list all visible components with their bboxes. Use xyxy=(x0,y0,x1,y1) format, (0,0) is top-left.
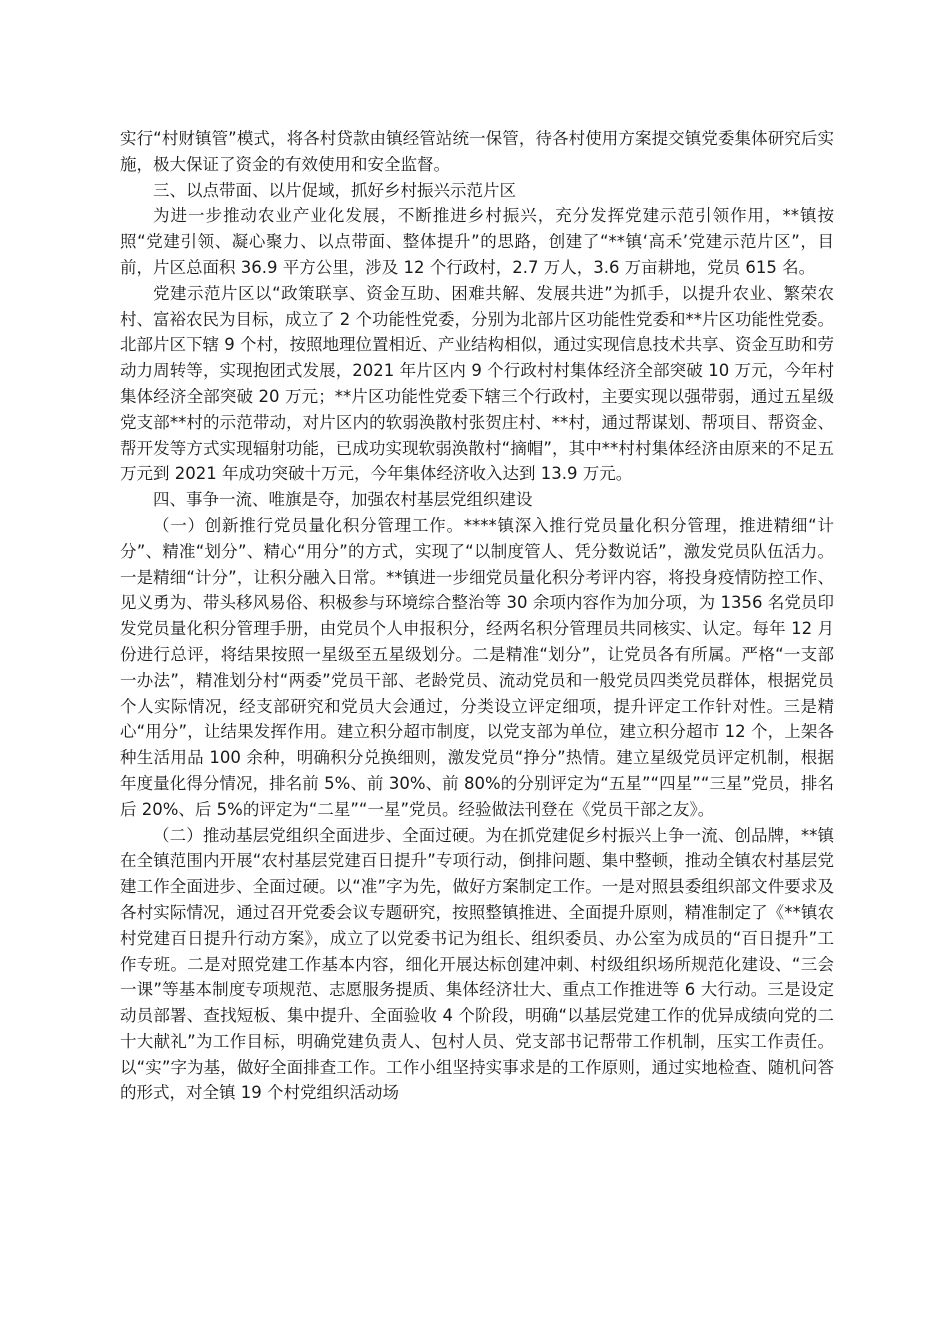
section-heading: 三、以点带面、以片促域，抓好乡村振兴示范片区 xyxy=(153,180,516,200)
paragraph: 为进一步推动农业产业化发展，不断推进乡村振兴，充分发挥党建示范引领作用，**镇按照“党建引领、凝心聚力、以点带面、整体提升”的思路，创建了“**镇‘高禾’党建示范片区”，目前，片区总面积 36.9 平方公里，涉及 12 个行政村，2.7 万人，3.6 万亩耕地，党员 615 名。 xyxy=(120,206,834,277)
paragraph: （一）创新推行党员量化积分管理工作。****镇深入推行党员量化积分管理，推进精细“计分”、精准“划分”、精心“用分”的方式，实现了“以制度管人、凭分数说话”，激发党员队伍活力。一是精细“计分”，让积分融入日常。**镇进一步细党员量化积分考评内容，将投身疫情防控工作、见义勇为、带头移风易俗、积极参与环境综合整治等 30 余项内容作为加分项，为 1356 名党员印发党员量化积分管理手册，由党员个人申报积分，经两名积分管理员共同核实、认定。每年 12 月份进行总评，将结果按照一星级至五星级划分。二是精准“划分”，让党员各有所属。严格“一支部一办法”，精准划分村“两委”党员干部、老龄党员、流动党员和一般党员四类党员群体，根据党员个人实际情况，经支部研究和党员大会通过，分类设立评定细项，提升评定工作针对性。三是精心“用分”，让结果发挥作用。建立积分超市制度，以党支部为单位，建立积分超市 12 个，上架各种生活用品 100 余种，明确积分兑换细则，激发党员“挣分”热情。建立星级党员评定机制，根据年度量化得分情况，排名前 5%、前 30%、前 80%的分别评定为“五星”“四星”“三星”党员，排名后 20%、后 5%的评定为“二星”“一星”党员。经验做法刊登在《党员干部之友》。 xyxy=(120,515,834,819)
paragraph: （二）推动基层党组织全面进步、全面过硬。为在抓党建促乡村振兴上争一流、创品牌，**镇在全镇范围内开展“农村基层党建百日提升”专项行动，倒排问题、集中整顿，推动全镇农村基层党建工作全面进步、全面过硬。以“准”字为先，做好方案制定工作。一是对照县委组织部文件要求及各村实际情况，通过召开党委会议专题研究，按照整镇推进、全面提升原则，精准制定了《**镇农村党建百日提升行动方案》，成立了以党委书记为组长、组织委员、办公室为成员的“百日提升”工作专班。二是对照党建工作基本内容，细化开展达标创建冲刺、村级组织场所规范化建设、“三会一课”等基本制度专项规范、志愿服务提质、集体经济壮大、重点工作推进等 6 大行动。三是设定动员部署、查找短板、集中提升、全面验收 4 个阶段，明确“以基层党建工作的优异成绩向党的二十大献礼”为工作目标，明确党建负责人、包村人员、党支部书记帮带工作机制，压实工作责任。以“实”字为基，做好全面排查工作。工作小组坚持实事求是的工作原则，通过实地检查、随机问答的形式，对全镇 19 个村党组织活动场 xyxy=(120,825,834,1103)
section-heading: 四、事争一流、唯旗是夺，加强农村基层党组织建设 xyxy=(153,490,533,510)
paragraph: 党建示范片区以“政策联享、资金互助、困难共解、发展共进”为抓手，以提升农业、繁荣农村、富裕农民为目标，成立了 2 个功能性党委，分别为北部片区功能性党委和**片区功能性党委。北部片区下辖 9 个村，按照地理位置相近、产业结构相似，通过实现信息技术共享、资金互助和劳动力周转等，实现抱团式发展，2021 年片区内 9 个行政村村集体经济全部突破 10 万元，今年村集体经济全部突破 20 万元；**片区功能性党委下辖三个行政村，主要实现以强带弱，通过五星级党支部**村的示范带动，对片区内的软弱涣散村张贺庄村、**村，通过帮谋划、帮项目、帮资金、帮开发等方式实现辐射功能，已成功实现软弱涣散村“摘帽”，其中**村村集体经济由原来的不足五万元到 2021 年成功突破十万元，今年集体经济收入达到 13.9 万元。 xyxy=(120,283,834,484)
paragraph: 实行“村财镇管”模式，将各村贷款由镇经管站统一保管，待各村使用方案提交镇党委集体研究后实施，极大保证了资金的有效使用和安全监督。 xyxy=(120,129,834,174)
document-body xyxy=(120,126,834,1106)
